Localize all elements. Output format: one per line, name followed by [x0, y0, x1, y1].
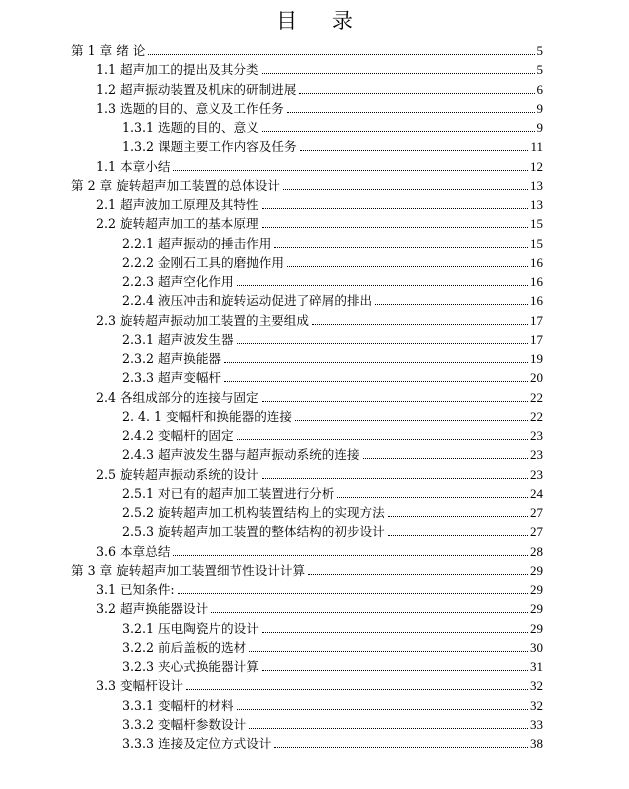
toc-entry-label: 2.3.1 超声波发生器 — [122, 331, 234, 347]
toc-leader-dots — [148, 53, 534, 55]
toc-entry[interactable] — [96, 578, 543, 597]
toc-entry-label: 2.2.3 超声空化作用 — [122, 274, 234, 289]
toc-leader-dots — [237, 284, 528, 286]
toc-entry-page: 29 — [530, 620, 543, 636]
toc-entry[interactable] — [122, 694, 543, 713]
toc-entry-page: 15 — [530, 216, 543, 232]
toc-entry-page: 5 — [536, 62, 543, 78]
toc-leader-dots — [237, 708, 528, 710]
toc-entry-page: 24 — [530, 485, 543, 501]
toc-entry-label: 第 3 章 旋转超声加工装置细节性设计计算 — [71, 562, 306, 578]
toc-entry[interactable] — [96, 386, 543, 405]
toc-leader-dots — [300, 149, 529, 151]
toc-entry-page: 16 — [530, 293, 543, 309]
toc-entry-label: 3.3.1 变幅杆的材料 — [122, 697, 234, 713]
toc-leader-dots — [211, 611, 528, 613]
toc-entry[interactable] — [96, 597, 543, 616]
toc-leader-dots — [375, 303, 528, 305]
toc-entry-page: 6 — [536, 81, 543, 97]
toc-entry-label: 2.2 旋转超声加工的基本原理 — [96, 216, 259, 232]
toc-entry-label: 2.2.2 金刚石工具的磨抛作用 — [122, 254, 284, 270]
toc-entry[interactable] — [96, 309, 543, 328]
toc-leader-dots — [237, 438, 528, 440]
toc-entry-page: 31 — [530, 659, 543, 674]
toc-entry-label: 1.3.2 课题主要工作内容及任务 — [122, 139, 297, 155]
toc-entry[interactable] — [96, 540, 543, 559]
toc-leader-dots — [287, 111, 535, 113]
toc-entry[interactable] — [122, 501, 543, 520]
toc-entry-page: 32 — [530, 697, 543, 713]
toc-leader-dots — [283, 188, 528, 190]
toc-entry[interactable] — [96, 463, 543, 482]
toc-entry-label: 2.3 旋转超声振动加工装置的主要组成 — [96, 312, 309, 328]
toc-entry-label: 2.5 旋转超声振动系统的设计 — [96, 466, 259, 482]
toc-entry[interactable] — [122, 270, 543, 289]
toc-entry[interactable] — [122, 617, 543, 636]
toc-entry-page: 27 — [530, 524, 543, 540]
toc-leader-dots — [388, 534, 528, 536]
toc-entry-page: 33 — [530, 716, 543, 732]
toc-entry-label: 3.3 变幅杆设计 — [96, 678, 184, 694]
toc-leader-dots — [299, 92, 534, 94]
toc-entry[interactable] — [96, 78, 543, 97]
toc-entry[interactable] — [122, 636, 543, 655]
toc-entry-label: 1.1 超声加工的提出及其分类 — [96, 62, 259, 78]
toc-leader-dots — [308, 573, 528, 575]
toc-leader-dots — [173, 169, 528, 171]
toc-entry[interactable] — [122, 655, 543, 674]
toc-leader-dots — [274, 246, 528, 248]
toc-entry-page: 27 — [530, 505, 543, 520]
toc-leader-dots — [262, 226, 528, 228]
toc-leader-dots — [262, 477, 528, 479]
toc-entry[interactable] — [122, 135, 543, 154]
toc-entry-label: 2.4.2 变幅杆的固定 — [122, 428, 234, 443]
toc-entry-label: 第 1 章 绪 论 — [71, 43, 146, 58]
toc-entry[interactable] — [122, 251, 543, 270]
page-title: 目 录 — [276, 9, 367, 33]
toc-entry-label: 2.2.1 超声振动的捶击作用 — [122, 235, 272, 251]
toc-entry-page: 12 — [530, 158, 543, 174]
toc-entry-page: 28 — [530, 543, 543, 559]
toc-entry[interactable] — [122, 520, 543, 539]
toc-entry-label: 2. 4. 1 变幅杆和换能器的连接 — [122, 408, 292, 424]
toc-entry-label: 3.3.3 连接及定位方式设计 — [122, 736, 272, 751]
toc-leader-dots — [224, 380, 528, 382]
toc-entry-label: 3.2 超声换能器设计 — [96, 601, 209, 617]
toc-leader-dots — [337, 496, 528, 498]
toc-entry[interactable] — [122, 328, 543, 347]
toc-leader-dots — [262, 669, 528, 671]
toc-entry[interactable] — [122, 405, 543, 424]
toc-entry-label: 2.1 超声波加工原理及其特性 — [96, 197, 259, 212]
toc-leader-dots — [186, 688, 528, 690]
toc-entry[interactable] — [71, 174, 543, 193]
toc-entry[interactable] — [122, 424, 543, 443]
toc-entry-page: 22 — [530, 408, 543, 424]
toc-entry-page: 9 — [536, 100, 543, 116]
toc-entry-page: 17 — [530, 312, 543, 328]
toc-leader-dots — [173, 554, 528, 556]
toc-entry-label: 第 2 章 旋转超声加工装置的总体设计 — [71, 177, 280, 193]
toc-entry-page: 13 — [530, 177, 543, 193]
toc-leader-dots — [363, 457, 528, 459]
toc-leader-dots — [262, 400, 528, 402]
toc-entry[interactable] — [122, 713, 543, 732]
toc-entry[interactable] — [122, 347, 543, 366]
toc-entry-page: 11 — [530, 139, 543, 155]
toc-leader-dots — [287, 265, 528, 267]
toc-leader-dots — [262, 72, 535, 74]
toc-entry[interactable] — [96, 97, 543, 116]
toc-entry-label: 1.2 超声振动装置及机床的研制进展 — [96, 81, 297, 97]
toc-entry[interactable] — [122, 482, 543, 501]
toc-leader-dots — [224, 361, 528, 363]
toc-leader-dots — [274, 746, 528, 748]
toc-entry[interactable] — [71, 559, 543, 578]
toc-leader-dots — [295, 419, 528, 421]
toc-entry-page: 5 — [536, 43, 543, 58]
toc-entry-label: 2.3.3 超声变幅杆 — [122, 370, 222, 386]
toc-entry[interactable] — [71, 39, 543, 58]
toc-entry-page: 29 — [530, 562, 543, 578]
toc-entry-label: 1.3 选题的目的、意义及工作任务 — [96, 100, 284, 116]
toc-entry[interactable] — [122, 443, 543, 462]
toc-entry-label: 2.3.2 超声换能器 — [122, 351, 222, 366]
toc-entry[interactable] — [96, 674, 543, 693]
toc-leader-dots — [249, 727, 528, 729]
toc-entry-page: 32 — [530, 678, 543, 694]
toc-entry-page: 38 — [530, 736, 543, 751]
toc-entry[interactable] — [96, 58, 543, 77]
toc-entry-label: 3.1 已知条件: — [96, 582, 175, 597]
toc-leader-dots — [262, 631, 528, 633]
toc-entry-page: 9 — [536, 120, 543, 135]
toc-entry-label: 3.3.2 变幅杆参数设计 — [122, 716, 247, 732]
toc-entry[interactable] — [122, 232, 543, 251]
toc-entry-label: 3.2.1 压电陶瓷片的设计 — [122, 620, 259, 636]
toc-entry-page: 23 — [530, 447, 543, 463]
toc-leader-dots — [178, 592, 528, 594]
toc-entry-page: 23 — [530, 466, 543, 482]
toc-entry[interactable] — [96, 155, 543, 174]
toc-entry[interactable] — [122, 732, 543, 751]
toc-entry-label: 2.5.3 旋转超声加工装置的整体结构的初步设计 — [122, 524, 385, 540]
toc-entry-label: 2.4.3 超声波发生器与超声振动系统的连接 — [122, 447, 360, 463]
toc-entry-label: 2.5.2 旋转超声加工机构装置结构上的实现方法 — [122, 505, 385, 520]
toc-entry[interactable] — [122, 289, 543, 308]
toc-entry[interactable] — [122, 116, 543, 135]
toc-leader-dots — [262, 207, 528, 209]
toc-entry[interactable] — [96, 193, 543, 212]
toc-entry-label: 2.4 各组成部分的连接与固定 — [96, 389, 259, 405]
toc-entry-label: 3.6 本章总结 — [96, 543, 171, 559]
toc-entry-label: 3.2.3 夹心式换能器计算 — [122, 659, 259, 674]
toc-entry-page: 19 — [530, 351, 543, 366]
toc-entry-page: 17 — [530, 331, 543, 347]
toc-entry-page: 16 — [530, 254, 543, 270]
toc-entry-label: 1.1 本章小结 — [96, 158, 171, 174]
toc-leader-dots — [237, 342, 528, 344]
toc-entry-page: 23 — [530, 428, 543, 443]
toc-entry[interactable] — [96, 212, 543, 231]
toc-leader-dots — [262, 130, 535, 132]
toc-entry-page: 16 — [530, 274, 543, 289]
toc-leader-dots — [388, 515, 528, 517]
toc-entry-label: 2.2.4 液压冲击和旋转运动促进了碎屑的排出 — [122, 293, 373, 309]
toc-entry-page: 30 — [530, 639, 543, 655]
toc-leader-dots — [249, 650, 528, 652]
toc-entry-page: 22 — [530, 389, 543, 405]
toc-entry-page: 20 — [530, 370, 543, 386]
toc-entry-label: 1.3.1 选题的目的、意义 — [122, 120, 259, 135]
toc-entry[interactable] — [122, 366, 543, 385]
toc-entry-page: 13 — [530, 197, 543, 212]
toc-leader-dots — [312, 323, 528, 325]
toc-entry-page: 29 — [530, 601, 543, 617]
toc-entry-label: 3.2.2 前后盖板的选材 — [122, 639, 247, 655]
toc-entry-page: 15 — [530, 235, 543, 251]
toc-entry-page: 29 — [530, 582, 543, 597]
toc-entry-label: 2.5.1 对已有的超声加工装置进行分析 — [122, 485, 335, 501]
